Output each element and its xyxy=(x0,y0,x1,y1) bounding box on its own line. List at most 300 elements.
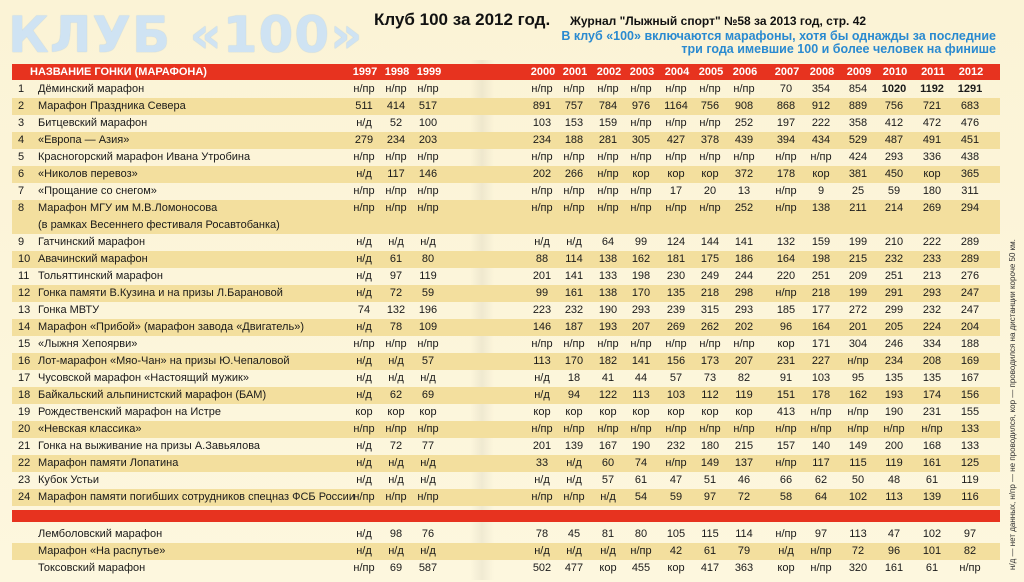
table-cell: 227 xyxy=(811,355,831,367)
race-name: Авачинский марафон xyxy=(38,253,148,265)
table-cell: н/пр xyxy=(733,338,755,350)
table-cell: 182 xyxy=(598,355,618,367)
table-cell: 252 xyxy=(734,117,754,129)
table-cell: 868 xyxy=(776,100,796,112)
table-cell: 365 xyxy=(960,168,980,180)
table-cell: н/д xyxy=(356,528,372,540)
table-cell: 293 xyxy=(884,151,904,163)
table-cell: н/пр xyxy=(385,202,407,214)
table-cell: н/д xyxy=(420,457,436,469)
table-cell: 502 xyxy=(532,562,552,574)
table-cell: 64 xyxy=(601,236,615,248)
table-cell: 175 xyxy=(700,253,720,265)
table-cell: кор xyxy=(812,168,830,180)
table-cell: н/пр xyxy=(597,151,619,163)
table-cell: 244 xyxy=(734,270,754,282)
table-cell: н/пр xyxy=(353,202,375,214)
year-header-1999: 1999 xyxy=(416,66,442,78)
table-cell: 162 xyxy=(848,389,868,401)
table-cell: 889 xyxy=(848,100,868,112)
row-rank: 5 xyxy=(18,151,25,163)
table-cell: 17 xyxy=(669,185,683,197)
table-cell: 52 xyxy=(389,117,403,129)
year-header-2012: 2012 xyxy=(958,66,984,78)
table-cell: н/д xyxy=(566,474,582,486)
table-cell: 113 xyxy=(849,528,867,540)
table-cell: н/пр xyxy=(597,83,619,95)
table-cell: 517 xyxy=(418,100,438,112)
table-cell: 202 xyxy=(532,168,552,180)
row-rank: 23 xyxy=(18,474,31,486)
table-cell: 119 xyxy=(419,270,437,282)
table-cell: 61 xyxy=(925,474,939,486)
race-name: «Николов перевоз» xyxy=(38,168,138,180)
race-name: Марафон «Прибой» (марафон завода «Двигатель») xyxy=(38,321,304,333)
row-rank: 18 xyxy=(18,389,31,401)
year-header-2003: 2003 xyxy=(629,66,655,78)
table-cell: 180 xyxy=(922,185,942,197)
table-cell: н/пр xyxy=(775,202,797,214)
table-cell: 153 xyxy=(564,117,584,129)
table-cell: 190 xyxy=(884,406,904,418)
race-name: Чусовской марафон «Настоящий мужик» xyxy=(38,372,249,384)
table-cell: н/пр xyxy=(883,423,905,435)
race-name: Красногорский марафон Ивана Утробина xyxy=(38,151,251,163)
table-cell: н/пр xyxy=(775,423,797,435)
table-cell: 139 xyxy=(922,491,942,503)
table-cell: 413 xyxy=(776,406,796,418)
table-cell: 234 xyxy=(884,355,904,367)
table-cell: н/д xyxy=(356,545,372,557)
table-cell: н/пр xyxy=(531,83,553,95)
table-cell: 167 xyxy=(598,440,618,452)
table-cell: н/д xyxy=(534,545,550,557)
table-cell: 102 xyxy=(922,528,942,540)
table-cell: 262 xyxy=(700,321,720,333)
table-cell: 177 xyxy=(811,304,831,316)
table-cell: н/пр xyxy=(630,117,652,129)
row-rank: 22 xyxy=(18,457,31,469)
race-name: Рождественский марафон на Истре xyxy=(38,406,221,418)
table-cell: 208 xyxy=(922,355,942,367)
table-cell: 138 xyxy=(598,253,618,265)
table-cell: н/пр xyxy=(563,185,585,197)
race-name: «Европа — Азия» xyxy=(38,134,130,146)
table-cell: 101 xyxy=(922,545,942,557)
table-cell: 162 xyxy=(631,253,651,265)
table-cell: н/д xyxy=(534,372,550,384)
table-cell: 138 xyxy=(811,202,831,214)
table-cell: н/пр xyxy=(353,338,375,350)
table-cell: кор xyxy=(419,406,437,418)
table-cell: кор xyxy=(701,406,719,418)
table-cell: 139 xyxy=(564,440,584,452)
table-cell: н/пр xyxy=(353,423,375,435)
race-name: Марафон памяти погибших сотрудников спецназ ФСБ России xyxy=(38,491,355,503)
table-cell: 59 xyxy=(669,491,683,503)
table-cell: н/пр xyxy=(563,202,585,214)
table-cell: 105 xyxy=(666,528,686,540)
table-cell: кор xyxy=(632,168,650,180)
table-cell: н/пр xyxy=(353,151,375,163)
table-cell: 180 xyxy=(700,440,720,452)
table-cell: 74 xyxy=(634,457,648,469)
table-cell: 451 xyxy=(960,134,980,146)
table-cell: 281 xyxy=(598,134,618,146)
race-name: «Лыжня Хепоярви» xyxy=(38,338,138,350)
table-cell: 187 xyxy=(564,321,584,333)
table-cell: 193 xyxy=(884,389,904,401)
table-cell: 132 xyxy=(776,236,796,248)
table-cell: 97 xyxy=(963,528,977,540)
table-cell: 78 xyxy=(389,321,403,333)
year-header-2006: 2006 xyxy=(732,66,758,78)
table-cell: 133 xyxy=(598,270,618,282)
race-name: Кубок Устьи xyxy=(38,474,99,486)
table-cell: 72 xyxy=(389,287,403,299)
table-cell: 756 xyxy=(700,100,720,112)
table-cell: 424 xyxy=(848,151,868,163)
table-cell: н/пр xyxy=(630,83,652,95)
table-cell: н/д xyxy=(566,545,582,557)
table-cell: 372 xyxy=(734,168,754,180)
table-cell: 79 xyxy=(737,545,751,557)
table-cell: 293 xyxy=(631,304,651,316)
table-cell: н/пр xyxy=(630,545,652,557)
table-cell: 784 xyxy=(598,100,618,112)
table-cell: 215 xyxy=(848,253,868,265)
row-rank: 10 xyxy=(18,253,31,265)
table-cell: 210 xyxy=(884,236,904,248)
table-cell: 199 xyxy=(848,287,868,299)
table-cell: 96 xyxy=(887,545,901,557)
race-name: Тольяттинский марафон xyxy=(38,270,163,282)
table-cell: 51 xyxy=(703,474,717,486)
table-cell: 81 xyxy=(601,528,615,540)
race-name: Лемболовский марафон xyxy=(38,528,163,540)
table-cell: н/пр xyxy=(417,185,439,197)
table-cell: 99 xyxy=(535,287,549,299)
table-cell: 64 xyxy=(814,491,828,503)
table-cell: 168 xyxy=(922,440,942,452)
table-cell: 487 xyxy=(884,134,904,146)
table-cell: 25 xyxy=(851,185,865,197)
table-cell: н/пр xyxy=(531,338,553,350)
table-cell: н/пр xyxy=(665,202,687,214)
intro-text: В клуб «100» включаются марафоны, хотя бы однажды за последние три года имевшие 100 и более человек на финише xyxy=(561,29,996,56)
table-cell: н/пр xyxy=(531,423,553,435)
table-cell: 149 xyxy=(848,440,868,452)
table-cell: 188 xyxy=(960,338,980,350)
table-cell: 231 xyxy=(922,406,942,418)
table-cell: 201 xyxy=(848,321,868,333)
table-cell: 178 xyxy=(811,389,831,401)
table-cell: 76 xyxy=(421,528,435,540)
table-cell: 141 xyxy=(734,236,754,248)
table-cell: н/пр xyxy=(597,202,619,214)
table-cell: 196 xyxy=(418,304,438,316)
table-cell: 97 xyxy=(389,270,403,282)
table-cell: кор xyxy=(565,406,583,418)
table-cell: н/д xyxy=(356,321,372,333)
year-header-2004: 2004 xyxy=(664,66,690,78)
club-logo: КЛУБ «100» xyxy=(8,6,364,64)
table-cell: н/пр xyxy=(665,151,687,163)
year-header-2011: 2011 xyxy=(921,66,945,78)
table-cell: 231 xyxy=(776,355,796,367)
table-cell: кор xyxy=(735,406,753,418)
row-rank: 24 xyxy=(18,491,31,503)
table-cell: н/пр xyxy=(699,423,721,435)
table-cell: 232 xyxy=(666,440,686,452)
row-rank: 16 xyxy=(18,355,31,367)
table-cell: н/пр xyxy=(810,151,832,163)
row-rank: 14 xyxy=(18,321,31,333)
table-cell: н/пр xyxy=(417,491,439,503)
race-name: Гатчинский марафон xyxy=(38,236,146,248)
table-cell: 251 xyxy=(884,270,904,282)
table-cell: 363 xyxy=(734,562,754,574)
table-cell: н/пр xyxy=(665,338,687,350)
table-cell: 207 xyxy=(734,355,754,367)
table-cell: н/пр xyxy=(385,423,407,435)
table-cell: 289 xyxy=(960,253,980,265)
table-cell: кор xyxy=(777,338,795,350)
table-cell: 378 xyxy=(700,134,720,146)
table-cell: 246 xyxy=(884,338,904,350)
table-cell: 211 xyxy=(849,202,867,214)
table-cell: 115 xyxy=(701,528,719,540)
table-cell: н/д xyxy=(356,270,372,282)
table-cell: 74 xyxy=(357,304,371,316)
table-cell: 169 xyxy=(960,355,980,367)
table-cell: 18 xyxy=(567,372,581,384)
table-cell: 125 xyxy=(960,457,980,469)
table-cell: 209 xyxy=(848,270,868,282)
table-cell: 427 xyxy=(666,134,686,146)
table-cell: 170 xyxy=(564,355,584,367)
table-cell: 50 xyxy=(851,474,865,486)
table-cell: н/пр xyxy=(775,151,797,163)
table-cell: 247 xyxy=(960,304,980,316)
table-cell: 683 xyxy=(960,100,980,112)
table-cell: 41 xyxy=(601,372,615,384)
table-cell: 103 xyxy=(666,389,686,401)
table-cell: 293 xyxy=(734,304,754,316)
table-cell: н/д xyxy=(356,389,372,401)
table-cell: 276 xyxy=(960,270,980,282)
table-cell: кор xyxy=(667,406,685,418)
table-cell: кор xyxy=(701,168,719,180)
table-cell: 170 xyxy=(631,287,651,299)
table-cell: 299 xyxy=(884,304,904,316)
table-cell: 201 xyxy=(532,440,552,452)
table-cell: 756 xyxy=(884,100,904,112)
table-cell: н/пр xyxy=(959,562,981,574)
race-name: Лот-марафон «Мяо-Чан» на призы Ю.Чепаловой xyxy=(38,355,290,367)
table-cell: 203 xyxy=(418,134,438,146)
table-cell: 44 xyxy=(634,372,648,384)
table-cell: 69 xyxy=(421,389,435,401)
table-cell: 161 xyxy=(884,562,904,574)
table-cell: 72 xyxy=(389,440,403,452)
table-cell: н/пр xyxy=(531,151,553,163)
table-cell: н/пр xyxy=(417,338,439,350)
table-cell: н/пр xyxy=(385,338,407,350)
row-rank: 21 xyxy=(18,440,31,452)
table-cell: н/пр xyxy=(563,151,585,163)
table-cell: н/пр xyxy=(417,83,439,95)
race-name: Марафон «На распутье» xyxy=(38,545,166,557)
race-name: Гонка на выживание на призы А.Завьялова xyxy=(38,440,261,452)
table-cell: 218 xyxy=(700,287,720,299)
table-cell: 72 xyxy=(851,545,865,557)
table-cell: 47 xyxy=(887,528,901,540)
table-cell: 164 xyxy=(776,253,796,265)
table-cell: н/д xyxy=(356,253,372,265)
table-cell: 91 xyxy=(779,372,793,384)
table-cell: 103 xyxy=(532,117,552,129)
table-cell: 193 xyxy=(598,321,618,333)
table-cell: н/пр xyxy=(597,338,619,350)
table-cell: 57 xyxy=(421,355,435,367)
row-rank: 2 xyxy=(18,100,25,112)
table-cell: 234 xyxy=(532,134,552,146)
table-cell: 13 xyxy=(737,185,751,197)
table-cell: 529 xyxy=(848,134,868,146)
table-cell: 58 xyxy=(779,491,793,503)
table-cell: н/пр xyxy=(417,151,439,163)
table-cell: 230 xyxy=(666,270,686,282)
row-rank: 6 xyxy=(18,168,25,180)
table-cell: н/пр xyxy=(597,185,619,197)
table-cell: 472 xyxy=(922,117,942,129)
table-cell: 82 xyxy=(737,372,751,384)
table-cell: 73 xyxy=(703,372,717,384)
table-cell: 185 xyxy=(776,304,796,316)
table-cell: н/пр xyxy=(531,202,553,214)
table-cell: 354 xyxy=(811,83,831,95)
table-cell: кор xyxy=(533,406,551,418)
row-rank: 1 xyxy=(18,83,25,95)
table-cell: 190 xyxy=(631,440,651,452)
table-cell: 298 xyxy=(734,287,754,299)
table-cell: 204 xyxy=(960,321,980,333)
table-cell: 57 xyxy=(601,474,615,486)
table-cell: 207 xyxy=(631,321,651,333)
table-cell: н/д xyxy=(388,372,404,384)
table-cell: 311 xyxy=(961,185,979,197)
table-cell: н/пр xyxy=(775,287,797,299)
table-cell: кор xyxy=(599,562,617,574)
table-cell: 181 xyxy=(666,253,686,265)
table-cell: н/пр xyxy=(385,151,407,163)
table-cell: н/д xyxy=(388,236,404,248)
table-cell: 88 xyxy=(535,253,549,265)
table-cell: 9 xyxy=(817,185,825,197)
table-cell: н/пр xyxy=(733,83,755,95)
table-cell: н/пр xyxy=(665,423,687,435)
table-cell: 381 xyxy=(848,168,868,180)
table-cell: кор xyxy=(355,406,373,418)
year-header-2001: 2001 xyxy=(562,66,588,78)
table-cell: 247 xyxy=(960,287,980,299)
table-cell: н/пр xyxy=(775,457,797,469)
table-cell: 137 xyxy=(734,457,754,469)
table-cell: 334 xyxy=(922,338,942,350)
table-cell: н/пр xyxy=(597,168,619,180)
table-cell: 62 xyxy=(814,474,828,486)
table-cell: н/д xyxy=(356,474,372,486)
table-cell: 113 xyxy=(533,355,551,367)
row-rank: 20 xyxy=(18,423,31,435)
table-cell: 173 xyxy=(700,355,720,367)
table-cell: 140 xyxy=(811,440,831,452)
table-cell: н/пр xyxy=(810,423,832,435)
table-cell: 61 xyxy=(634,474,648,486)
table-cell: н/д xyxy=(420,474,436,486)
table-cell: 144 xyxy=(700,236,720,248)
table-cell: н/пр xyxy=(775,528,797,540)
table-cell: н/пр xyxy=(775,185,797,197)
table-cell: н/пр xyxy=(417,423,439,435)
table-cell: 439 xyxy=(734,134,754,146)
table-cell: 476 xyxy=(960,117,980,129)
table-cell: 96 xyxy=(779,321,793,333)
table-cell: 82 xyxy=(963,545,977,557)
table-cell: 59 xyxy=(887,185,901,197)
table-cell: н/д xyxy=(534,474,550,486)
table-cell: 358 xyxy=(848,117,868,129)
table-cell: кор xyxy=(667,168,685,180)
table-cell: кор xyxy=(667,562,685,574)
table-cell: 1164 xyxy=(664,100,688,112)
table-cell: 200 xyxy=(884,440,904,452)
table-cell: 141 xyxy=(631,355,651,367)
table-cell: 224 xyxy=(922,321,942,333)
table-cell: 99 xyxy=(634,236,648,248)
table-cell: 1020 xyxy=(881,83,907,95)
table-cell: н/пр xyxy=(630,151,652,163)
table-cell: 146 xyxy=(532,321,552,333)
table-cell: н/пр xyxy=(733,423,755,435)
table-cell: 198 xyxy=(811,253,831,265)
table-cell: 1192 xyxy=(920,83,944,95)
year-header-2010: 2010 xyxy=(882,66,908,78)
table-cell: н/д xyxy=(356,168,372,180)
table-cell: 272 xyxy=(848,304,868,316)
table-cell: 59 xyxy=(421,287,435,299)
row-rank: 19 xyxy=(18,406,31,418)
race-name: Марафон Праздника Севера xyxy=(38,100,186,112)
table-cell: кор xyxy=(777,562,795,574)
table-cell: н/пр xyxy=(847,406,869,418)
table-cell: 1291 xyxy=(957,83,983,95)
table-cell: 222 xyxy=(922,236,942,248)
table-cell: н/пр xyxy=(597,423,619,435)
table-cell: 124 xyxy=(666,236,686,248)
year-header-2009: 2009 xyxy=(846,66,872,78)
source-citation: Журнал "Лыжный спорт" №58 за 2013 год, стр. 42 xyxy=(570,14,867,28)
table-cell: 294 xyxy=(960,202,980,214)
table-cell: 60 xyxy=(601,457,615,469)
table-cell: 186 xyxy=(734,253,754,265)
table-cell: 171 xyxy=(811,338,831,350)
table-cell: 315 xyxy=(700,304,720,316)
table-cell: 218 xyxy=(811,287,831,299)
table-cell: кор xyxy=(923,168,941,180)
table-cell: 61 xyxy=(925,562,939,574)
